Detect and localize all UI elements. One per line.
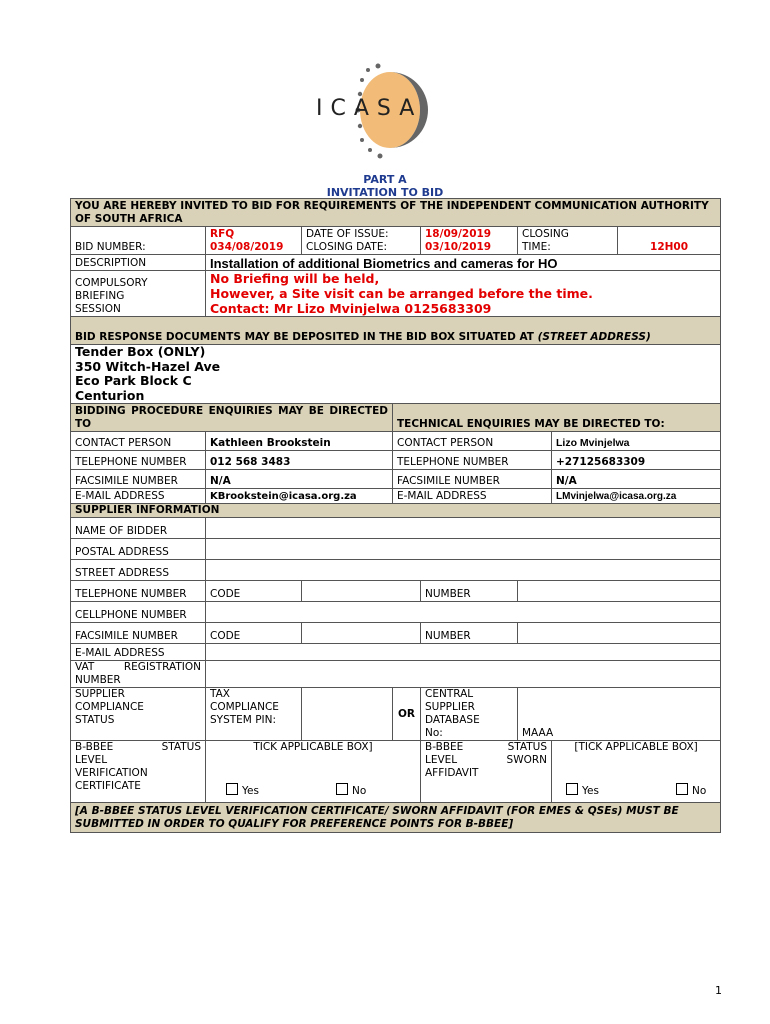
no-checkbox[interactable] bbox=[336, 783, 348, 795]
fax-number-field[interactable] bbox=[518, 623, 721, 644]
bbbee-aff-yes-option[interactable] bbox=[566, 783, 599, 798]
issue-date-label: DATE OF ISSUE: bbox=[306, 228, 389, 240]
fax-code-field[interactable] bbox=[302, 623, 421, 644]
bidding-fax-label: FACSIMILE NUMBER bbox=[71, 470, 206, 489]
telephone-number-label: NUMBER bbox=[421, 581, 518, 602]
address-line2: 350 Witch-Hazel Ave bbox=[75, 358, 221, 374]
tax-pin-label bbox=[206, 688, 302, 741]
bidder-name-label: NAME OF BIDDER bbox=[71, 518, 206, 539]
technical-enquiries-header: TECHNICAL ENQUIRIES MAY BE DIRECTED TO: bbox=[393, 404, 721, 432]
briefing-label-line1: COMPULSORY bbox=[75, 277, 148, 289]
response-header bbox=[71, 317, 721, 345]
telephone-number-field[interactable] bbox=[518, 581, 721, 602]
closing-date-label: CLOSING DATE: bbox=[306, 241, 388, 253]
bbbee-cert-yes-option[interactable] bbox=[226, 783, 259, 798]
briefing-details bbox=[206, 271, 721, 317]
bidding-telephone-label: TELEPHONE NUMBER bbox=[71, 451, 206, 470]
bbbee-aff-label-line2: LEVEL SWORN bbox=[425, 754, 547, 766]
vat-label-line1: VAT REGISTRATION bbox=[75, 661, 201, 673]
bidding-email-label: E-MAIL ADDRESS bbox=[71, 489, 206, 504]
vat-field[interactable] bbox=[206, 661, 721, 688]
telephone-label: TELEPHONE NUMBER bbox=[71, 581, 206, 602]
address-line1: Tender Box (ONLY) bbox=[75, 344, 206, 359]
street-address-field[interactable] bbox=[206, 560, 721, 581]
no-checkbox[interactable] bbox=[676, 783, 688, 795]
address-line4: Centurion bbox=[75, 387, 145, 403]
bbbee-cert-no-option[interactable] bbox=[336, 783, 366, 798]
date-values bbox=[421, 227, 518, 255]
bid-number-label: BID NUMBER: bbox=[71, 227, 206, 255]
briefing-label-line3: SESSION bbox=[75, 303, 121, 315]
no-label: No bbox=[352, 785, 367, 797]
bidder-name-field[interactable] bbox=[206, 518, 721, 539]
bidding-enquiries-header: BIDDING PROCEDURE ENQUIRIES MAY BE DIRECTED TO bbox=[71, 404, 393, 432]
bbbee-aff-label-line3: AFFIDAVIT bbox=[425, 767, 479, 779]
tax-pin-field[interactable] bbox=[302, 688, 393, 741]
vat-label bbox=[71, 661, 206, 688]
part-label: PART A bbox=[363, 173, 407, 186]
compliance-label bbox=[71, 688, 206, 741]
response-header-text: BID RESPONSE DOCUMENTS MAY BE DEPOSITED IN THE BID BOX SITUATED AT bbox=[75, 331, 534, 343]
bbbee-footer-note: [A B-BBEE STATUS LEVEL VERIFICATION CERTIFICATE/ SWORN AFFIDAVIT (FOR EMES & QSEs) MUST BE SUBMITTED IN ORDER TO QUALIFY FOR PREFERENCE POINTS FOR B-BBEE] bbox=[71, 803, 721, 833]
tax-label-line3: SYSTEM PIN: bbox=[210, 714, 277, 726]
date-labels bbox=[302, 227, 421, 255]
bidding-fax: N/A bbox=[206, 470, 393, 489]
page-title: INVITATION TO BID bbox=[326, 186, 444, 199]
technical-contact: Lizo Mvinjelwa bbox=[552, 432, 721, 451]
cellphone-label: CELLPHONE NUMBER bbox=[71, 602, 206, 623]
tax-label-line1: TAX bbox=[210, 688, 230, 700]
closing-time: 12H00 bbox=[618, 227, 721, 255]
supplier-header: SUPPLIER INFORMATION bbox=[71, 504, 721, 518]
briefing-label-line2: BRIEFING bbox=[75, 290, 125, 302]
yes-label: Yes bbox=[582, 785, 599, 797]
vat-label-line2: NUMBER bbox=[75, 674, 121, 686]
technical-email[interactable]: LMvinjelwa@icasa.org.za bbox=[552, 489, 721, 504]
fax-label: FACSIMILE NUMBER bbox=[71, 623, 206, 644]
bid-form-table bbox=[70, 198, 721, 833]
bbbee-cert-label-line3: VERIFICATION bbox=[75, 767, 148, 779]
street-address-label: STREET ADDRESS bbox=[71, 560, 206, 581]
compliance-label-line2: COMPLIANCE bbox=[75, 701, 144, 713]
csd-label bbox=[421, 688, 518, 741]
fax-number-label: NUMBER bbox=[421, 623, 518, 644]
briefing-line2: However, a Site visit can be arranged before the time. bbox=[210, 286, 593, 301]
bbbee-affidavit-tick-cell bbox=[552, 741, 721, 803]
compliance-label-line3: STATUS bbox=[75, 714, 115, 726]
address-line3: Eco Park Block C bbox=[75, 373, 192, 388]
csd-label-line3: DATABASE bbox=[425, 714, 480, 726]
yes-label: Yes bbox=[242, 785, 259, 797]
telephone-code-label: CODE bbox=[206, 581, 302, 602]
response-header-italic: (STREET ADDRESS) bbox=[537, 331, 651, 343]
or-label: OR bbox=[393, 688, 421, 741]
csd-label-line2: SUPPLIER bbox=[425, 701, 475, 713]
technical-telephone: +27125683309 bbox=[552, 451, 721, 470]
yes-checkbox[interactable] bbox=[226, 783, 238, 795]
description: Installation of additional Biometrics and cameras for HO bbox=[206, 255, 721, 271]
postal-address-field[interactable] bbox=[206, 539, 721, 560]
cellphone-field[interactable] bbox=[206, 602, 721, 623]
closing-time-label-line2: TIME: bbox=[522, 241, 551, 253]
technical-fax-label: FACSIMILE NUMBER bbox=[393, 470, 552, 489]
briefing-line1: No Briefing will be held, bbox=[210, 271, 380, 286]
bbbee-aff-no-option[interactable] bbox=[676, 783, 706, 798]
csd-label-line1: CENTRAL bbox=[425, 688, 474, 700]
technical-fax: N/A bbox=[552, 470, 721, 489]
bbbee-cert-tick-label: TICK APPLICABLE BOX] bbox=[253, 741, 373, 753]
postal-address-label: POSTAL ADDRESS bbox=[71, 539, 206, 560]
bidding-contact: Kathleen Brookstein bbox=[206, 432, 393, 451]
closing-date: 03/10/2019 bbox=[425, 241, 492, 253]
invite-header: YOU ARE HEREBY INVITED TO BID FOR REQUIREMENTS OF THE INDEPENDENT COMMUNICATION AUTHORITY OF SOUTH AFRICA bbox=[71, 199, 721, 227]
bid-number: RFQ 034/08/2019 bbox=[206, 227, 302, 255]
tax-label-line2: COMPLIANCE bbox=[210, 701, 279, 713]
bidding-telephone: 012 568 3483 bbox=[206, 451, 393, 470]
bidding-email[interactable]: KBrookstein@icasa.org.za bbox=[206, 489, 393, 504]
briefing-line3: Contact: Mr Lizo Mvinjelwa 0125683309 bbox=[210, 301, 492, 316]
csd-number-field[interactable] bbox=[518, 688, 721, 741]
closing-time-label-line1: CLOSING bbox=[522, 228, 569, 240]
csd-value: MAAA bbox=[522, 727, 554, 739]
briefing-label bbox=[71, 271, 206, 317]
compliance-label-line1: SUPPLIER bbox=[75, 688, 125, 700]
technical-telephone-label: TELEPHONE NUMBER bbox=[393, 451, 552, 470]
technical-contact-label: CONTACT PERSON bbox=[393, 432, 552, 451]
response-address bbox=[71, 345, 721, 404]
bbbee-cert-label-line1: B-BBEE STATUS bbox=[75, 741, 201, 753]
description-label: DESCRIPTION bbox=[71, 255, 206, 271]
bbbee-aff-tick-label: [TICK APPLICABLE BOX] bbox=[574, 741, 698, 753]
logo-wordmark: ICASA bbox=[316, 96, 423, 121]
bbbee-cert-label bbox=[71, 741, 206, 803]
email-label: E-MAIL ADDRESS bbox=[71, 644, 206, 661]
issue-date: 18/09/2019 bbox=[425, 228, 492, 240]
bbbee-affidavit-label bbox=[421, 741, 552, 803]
email-field[interactable] bbox=[206, 644, 721, 661]
bbbee-cert-tick-cell bbox=[206, 741, 421, 803]
fax-code-label: CODE bbox=[206, 623, 302, 644]
bbbee-cert-label-line4: CERTIFICATE bbox=[75, 780, 141, 792]
page-number: 1 bbox=[715, 984, 722, 997]
csd-label-line4: No: bbox=[425, 727, 443, 739]
technical-email-label: E-MAIL ADDRESS bbox=[393, 489, 552, 504]
telephone-code-field[interactable] bbox=[302, 581, 421, 602]
closing-time-label bbox=[518, 227, 618, 255]
bidding-contact-label: CONTACT PERSON bbox=[71, 432, 206, 451]
bbbee-aff-label-line1: B-BBEE STATUS bbox=[425, 741, 547, 753]
bbbee-cert-label-line2: LEVEL bbox=[75, 754, 108, 766]
yes-checkbox[interactable] bbox=[566, 783, 578, 795]
no-label: No bbox=[692, 785, 707, 797]
